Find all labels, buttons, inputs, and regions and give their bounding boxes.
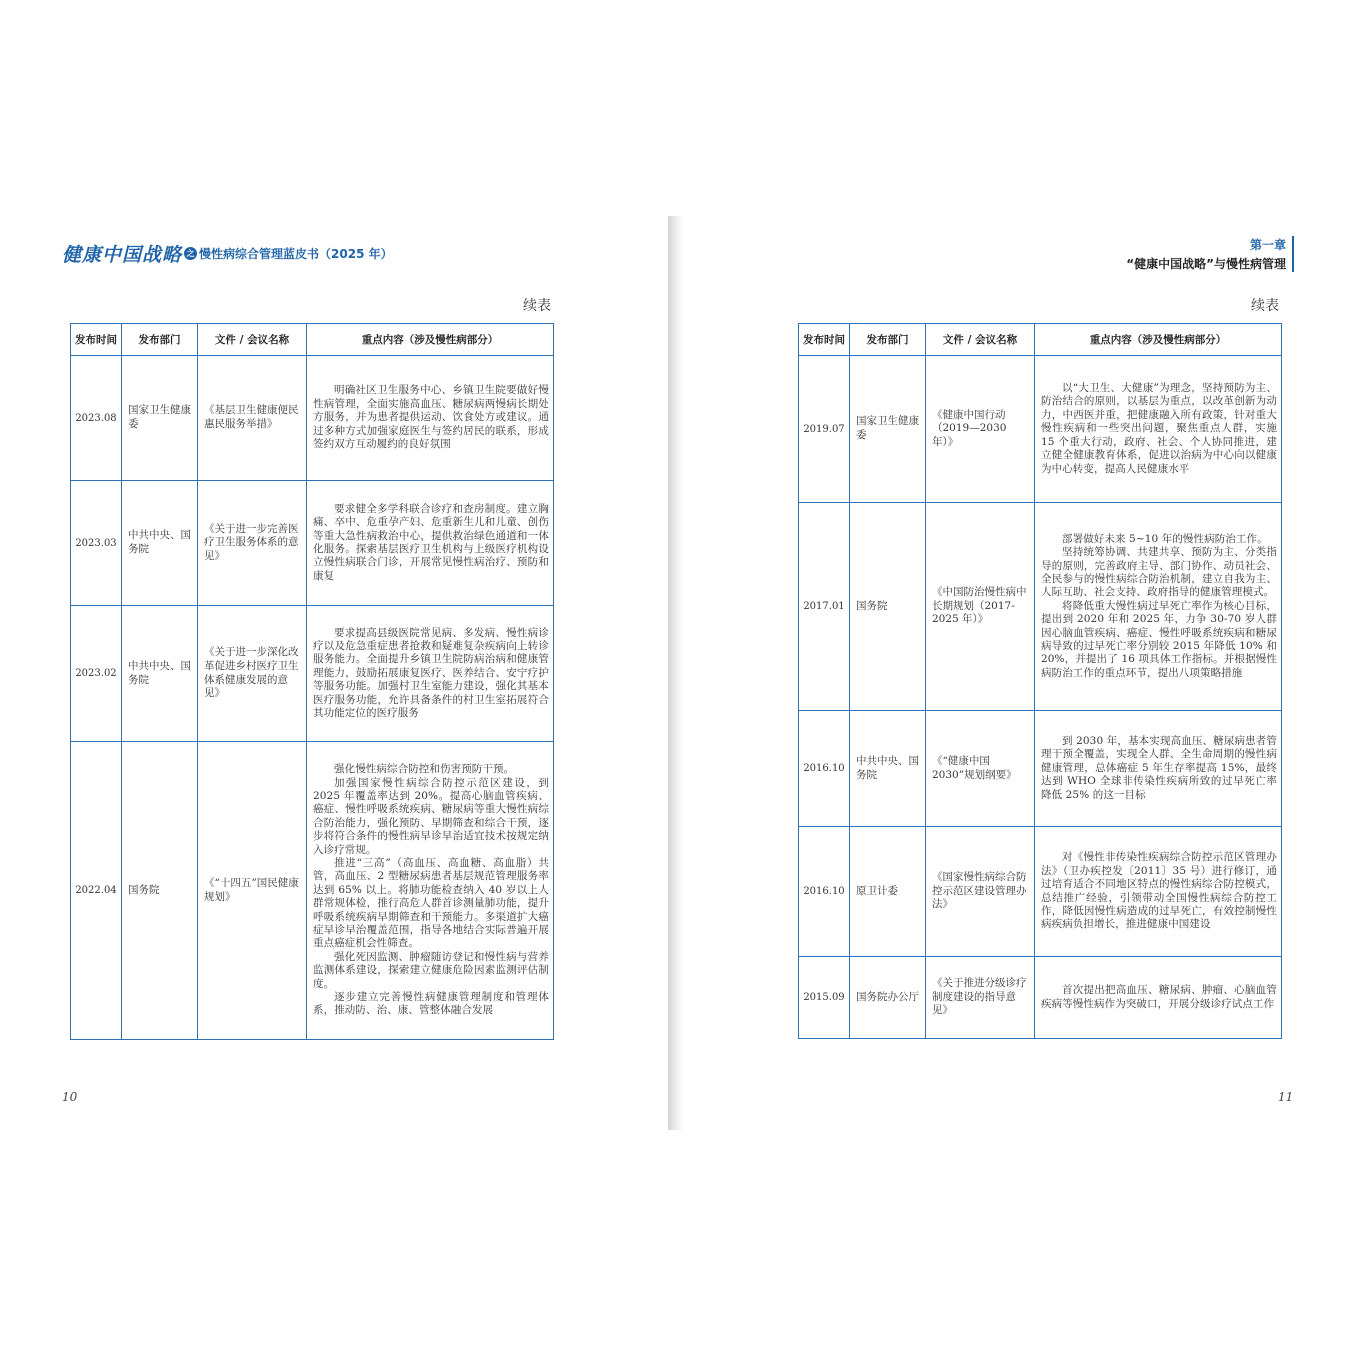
cell-date: 2023.08 (71, 356, 122, 481)
cell-date: 2017.01 (799, 503, 850, 711)
cell-content (307, 606, 554, 742)
book-gutter (668, 216, 684, 1130)
cell-content (1035, 711, 1282, 827)
cell-doc: 《中国防治慢性病中长期规划（2017-2025 年）》 (926, 503, 1035, 711)
cell-date: 2022.04 (71, 742, 122, 1040)
cell-date: 2019.07 (799, 356, 850, 503)
cell-dept: 国务院办公厅 (850, 957, 926, 1039)
content-paragraph: 部署做好未来 5~10 年的慢性病防治工作。 (1062, 532, 1268, 545)
content-paragraph: 明确社区卫生服务中心、乡镇卫生院要做好慢性病管理，全面实施高血压、糖尿病两慢病长期处方服务，并为患者提供运动、饮食处方或建议。通过多种方式加强家庭医生与签约居民的联系，形成签约双方互动履约的良好氛围 (313, 384, 549, 451)
table-row (799, 957, 1282, 1039)
cell-doc: 《关于进一步深化改革促进乡村医疗卫生体系健康发展的意见》 (198, 606, 307, 742)
cell-date: 2015.09 (799, 957, 850, 1039)
table-header-row (799, 324, 1282, 356)
chapter-label: 第一章 (1249, 238, 1286, 252)
cell-doc: 《健康中国行动（2019—2030 年）》 (926, 356, 1035, 503)
cell-doc: 《关于推进分级诊疗制度建设的指导意见》 (926, 957, 1035, 1039)
cell-date: 2016.10 (799, 827, 850, 957)
content-paragraph: 强化死因监测、肿瘤随访登记和慢性病与营养监测体系建设，探索建立健康危险因素监测评估制度。 (313, 950, 549, 990)
cell-doc: 《“健康中国 2030”规划纲要》 (926, 711, 1035, 827)
col-header-doc: 文件 / 会议名称 (198, 324, 307, 356)
chapter-title: “健康中国战略”与慢性病管理 (1126, 257, 1286, 271)
content-paragraph: 以“大卫生、大健康”为理念，坚持预防为主、防治结合的原则，以基层为重点，以改革创新为动力，中西医并重，把健康融入所有政策，针对重大慢性疾病和一些突出问题，聚焦重点人群，实施 15 个重大行动，政府、社会、个人协同推进，建立健全健康教育体系，促进以治病为中心向以健康为中心转变，提高人民健康水平 (1041, 382, 1277, 475)
content-paragraph: 坚持统筹协调、共建共享、预防为主、分类指导的原则，完善政府主导、部门协作、动员社会、全民参与的慢性病综合防治机制，建立自我为主、人际互助、社会支持、政府指导的健康管理模式。 (1041, 546, 1277, 599)
cell-doc: 《“十四五”国民健康规划》 (198, 742, 307, 1040)
cell-dept: 国务院 (122, 742, 198, 1040)
cell-dept: 国务院 (850, 503, 926, 711)
cell-doc: 《关于进一步完善医疗卫生服务体系的意见》 (198, 481, 307, 606)
content-paragraph: 要求提高县级医院常见病、多发病、慢性病诊疗以及危急重症患者抢救和疑难复杂疾病向上转诊服务能力。全面提升乡镇卫生院防病治病和健康管理能力，鼓励拓展康复医疗、医养结合、安宁疗护等服务功能。加强村卫生室能力建设，强化其基本医疗服务功能，允许具备条件的村卫生室拓展符合其功能定位的医疗服务 (313, 626, 549, 720)
col-header-doc: 文件 / 会议名称 (926, 324, 1035, 356)
col-header-content: 重点内容（涉及慢性病部分） (1035, 324, 1282, 356)
continued-label: 续表 (523, 298, 551, 314)
cell-dept: 中共中央、国务院 (850, 711, 926, 827)
col-header-date: 发布时间 (71, 324, 122, 356)
cell-content (307, 742, 554, 1040)
cell-content (1035, 503, 1282, 711)
table-row (71, 481, 554, 606)
table-row (71, 742, 554, 1040)
page-number: 11 (1278, 1090, 1294, 1104)
cell-date: 2016.10 (799, 711, 850, 827)
cell-doc: 《基层卫生健康便民惠民服务举措》 (198, 356, 307, 481)
table-row (799, 503, 1282, 711)
policy-table-left (70, 323, 554, 1040)
running-header-right (1126, 236, 1294, 272)
table-row (799, 711, 1282, 827)
cell-doc: 《国家慢性病综合防控示范区建设管理办法》 (926, 827, 1035, 957)
col-header-date: 发布时间 (799, 324, 850, 356)
cell-content (1035, 957, 1282, 1039)
cell-content (307, 481, 554, 606)
content-paragraph: 逐步建立完善慢性病健康管理制度和管理体系，推动防、治、康、管整体融合发展 (313, 991, 549, 1017)
cell-content (1035, 356, 1282, 503)
content-paragraph: 加强国家慢性病综合防控示范区建设，到 2025 年覆盖率达到 20%。提高心脑血管疾病、癌症、慢性呼吸系统疾病、糖尿病等重大慢性病综合防治能力，强化预防、早期筛查和综合干预，逐步将符合条件的慢性病早诊早治适宜技术按规定纳入诊疗常规。 (313, 776, 549, 856)
book-subtitle: 慢性病综合管理蓝皮书（2025 年） (199, 247, 393, 261)
content-paragraph: 要求健全多学科联合诊疗和查房制度。建立胸痛、卒中、危重孕产妇、危重新生儿和儿童、创伤等重大急性病救治中心，提供救治绿色通道和一体化服务。探索基层医疗卫生机构与上级医疗机构设立慢性病联合门诊，开展常见慢性病治疗、预防和康复 (313, 502, 549, 582)
content-paragraph: 到 2030 年，基本实现高血压、糖尿病患者管理干预全覆盖，实现全人群、全生命周期的慢性病健康管理，总体癌症 5 年生存率提高 15%，最终达到 WHO 全球非传染性疾病所致的过早死亡率降低 25% 的这一目标 (1041, 734, 1277, 801)
col-header-dept: 发布部门 (850, 324, 926, 356)
cell-dept: 中共中央、国务院 (122, 606, 198, 742)
policy-table-right (798, 323, 1282, 1039)
book-zhi-badge: 之 (184, 247, 197, 260)
col-header-dept: 发布部门 (122, 324, 198, 356)
table-row (799, 356, 1282, 503)
page-number: 10 (62, 1090, 78, 1104)
table-header-row (71, 324, 554, 356)
cell-date: 2023.02 (71, 606, 122, 742)
cell-dept: 国家卫生健康委 (850, 356, 926, 503)
cell-content (1035, 827, 1282, 957)
cell-dept: 国家卫生健康委 (122, 356, 198, 481)
continued-label: 续表 (1251, 298, 1279, 314)
cell-content (307, 356, 554, 481)
content-paragraph: 对《慢性非传染性疾病综合防控示范区管理办法》（卫办疾控发〔2011〕35 号）进行修订，通过培育适合不同地区特点的慢性病综合防控模式，总结推广经验，引领带动全国慢性病综合防控工作，降低因慢性病造成的过早死亡，有效控制慢性病疾病负担增长，推进健康中国建设 (1041, 851, 1277, 931)
cell-dept: 中共中央、国务院 (122, 481, 198, 606)
content-paragraph: 推进“三高”（高血压、高血糖、高血脂）共管，高血压、2 型糖尿病患者基层规范管理服务率达到 65% 以上。将肺功能检查纳入 40 岁以上人群常规体检，推行高危人群首诊测量肺功能，提升呼吸系统疾病早期筛查和干预能力。多渠道扩大癌症早诊早治覆盖范围，指导各地结合实际普遍开展重点癌症机会性筛查。 (313, 856, 549, 950)
content-paragraph: 首次提出把高血压、糖尿病、肿瘤、心脑血管疾病等慢性病作为突破口，开展分级诊疗试点工作 (1041, 984, 1277, 1010)
content-paragraph: 将降低重大慢性病过早死亡率作为核心目标，提出到 2020 年和 2025 年，力争 30-70 岁人群因心脑血管疾病、癌症、慢性呼吸系统疾病和糖尿病导致的过早死亡率分别较 2015 年降低 10% 和 20%，并提出了 16 项具体工作指标。并根据慢性病防治工作的重点环节，提出八项策略措施 (1041, 599, 1277, 679)
book-brand: 健康中国战略 (62, 244, 183, 266)
content-paragraph: 强化慢性病综合防控和伤害预防干预。 (334, 763, 515, 776)
table-row (799, 827, 1282, 957)
running-header-left (62, 240, 393, 267)
cell-dept: 原卫计委 (850, 827, 926, 957)
table-row (71, 606, 554, 742)
col-header-content: 重点内容（涉及慢性病部分） (307, 324, 554, 356)
table-row (71, 356, 554, 481)
cell-date: 2023.03 (71, 481, 122, 606)
